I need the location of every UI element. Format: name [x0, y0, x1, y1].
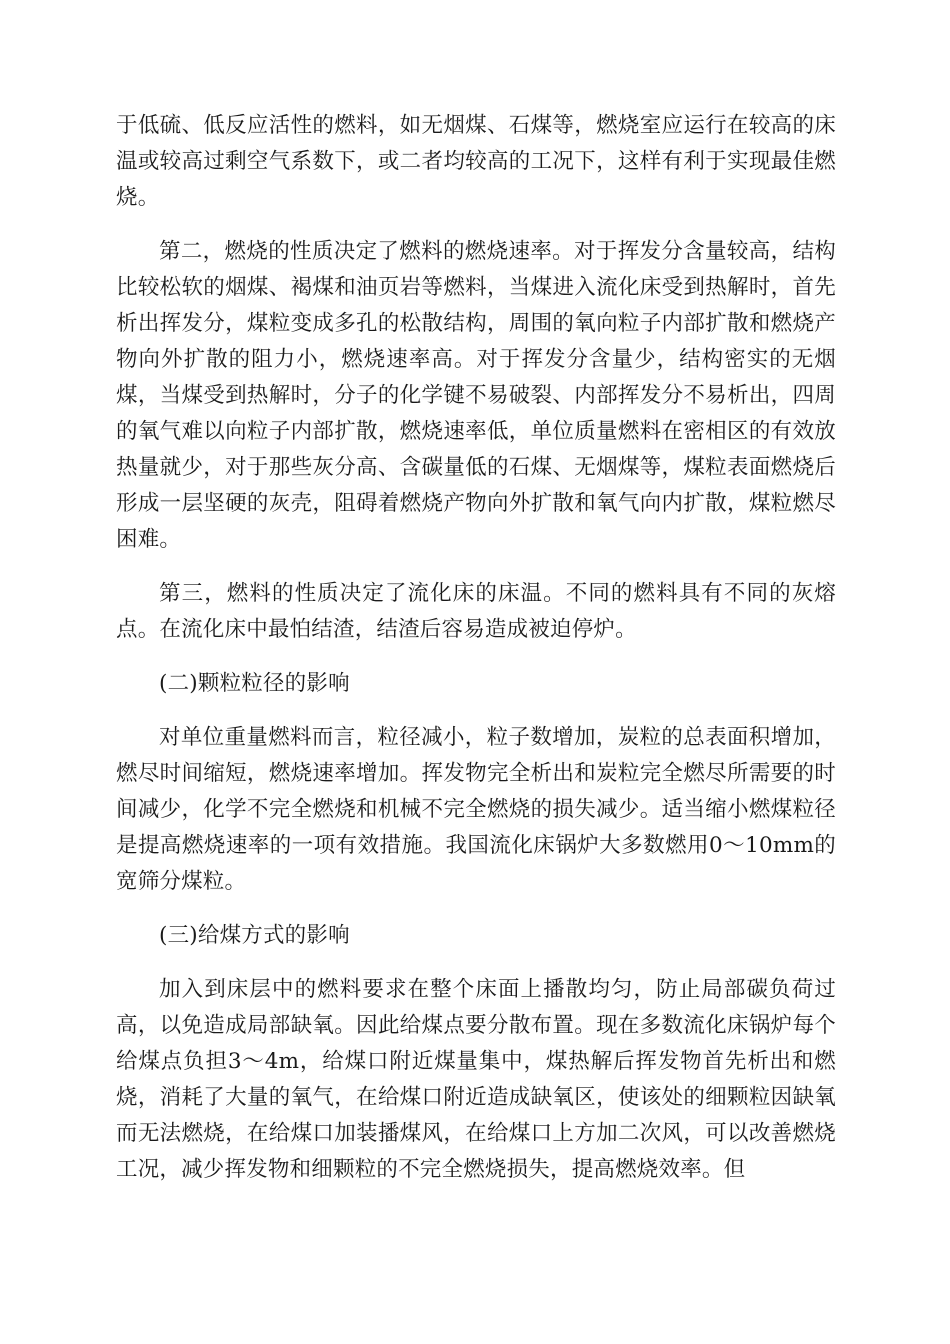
- paragraph-particle-size: 对单位重量燃料而言，粒径减小，粒子数增加，炭粒的总表面积增加，燃尽时间缩短，燃烧速率增加。挥发物完全析出和炭粒完全燃尽所需要的时间减少，化学不完全燃烧和机械不完全燃烧的损失减少。适当缩小燃煤粒径是提高燃烧速率的一项有效措施。我国流化床锅炉大多数燃用0～10mm的宽筛分煤粒。: [116, 725, 836, 894]
- section-heading-particle-size: (二)颗粒粒径的影响: [159, 671, 350, 696]
- paragraph-second-point: 第二，燃烧的性质决定了燃料的燃烧速率。对于挥发分含量较高，结构比较松软的烟煤、褐煤和油页岩等燃料，当煤进入流化床受到热解时，首先析出挥发分，煤粒变成多孔的松散结构，周围的氧向粒子内部扩散和燃烧产物向外扩散的阻力小，燃烧速率高。对于挥发分含量少，结构密实的无烟煤，当煤受到热解时，分子的化学键不易破裂、内部挥发分不易析出，四周的氧气难以向粒子内部扩散，燃烧速率低，单位质量燃料在密相区的有效放热量就少，对于那些灰分高、含碳量低的石煤、无烟煤等，煤粒表面燃烧后形成一层坚硬的灰壳，阻碍着燃烧产物向外扩散和氧气向内扩散，煤粒燃尽困难。: [116, 239, 836, 552]
- section-heading-feeding-method: (三)给煤方式的影响: [159, 923, 350, 948]
- paragraph-third-point: 第三，燃料的性质决定了流化床的床温。不同的燃料具有不同的灰熔点。在流化床中最怕结渣，结渣后容易造成被迫停炉。: [116, 581, 836, 642]
- paragraph-continuation: 于低硫、低反应活性的燃料，如无烟煤、石煤等，燃烧室应运行在较高的床温或较高过剩空气系数下，或二者均较高的工况下，这样有利于实现最佳燃烧。: [116, 113, 836, 210]
- document-page: [116, 108, 836, 1206]
- paragraph-feeding-method: 加入到床层中的燃料要求在整个床面上播散均匀，防止局部碳负荷过高，以免造成局部缺氧。因此给煤点要分散布置。现在多数流化床锅炉每个给煤点负担3～4m，给煤口附近煤量集中，煤热解后挥发物首先析出和燃烧，消耗了大量的氧气，在给煤口附近造成缺氧区，使该处的细颗粒因缺氧而无法燃烧，在给煤口加装播煤风，在给煤口上方加二次风，可以改善燃烧工况，减少挥发物和细颗粒的不完全燃烧损失，提高燃烧效率。但: [116, 977, 836, 1182]
